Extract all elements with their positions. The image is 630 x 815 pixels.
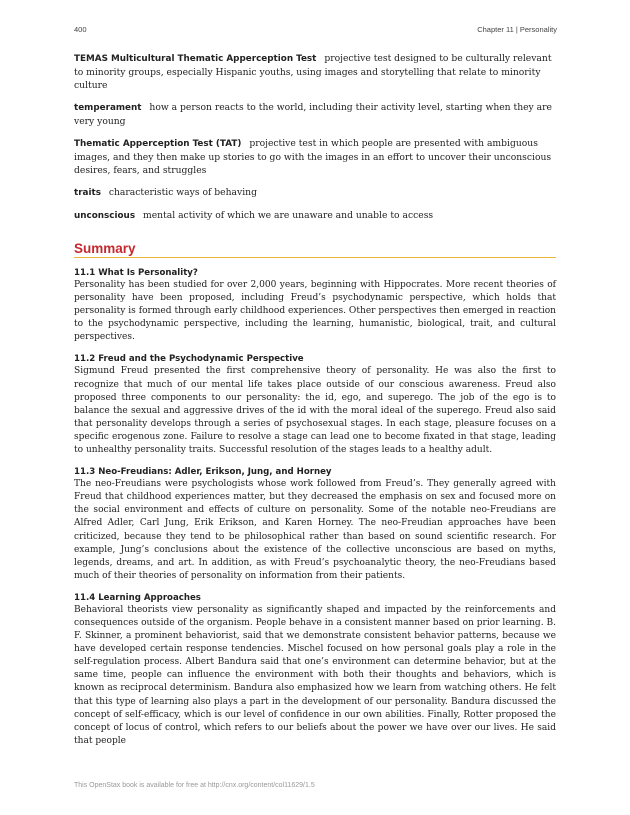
section-text: Sigmund Freud presented the first comprehensive theory of personality. He was also the first to recognize that much of our mental life takes place outside of our conscious awareness. Freud also proposed three components to our personality: the id, ego, and superego. The job of the ego is to balance the sexual and aggressive drives of the id with the moral ideal of the superego. Freud also said that personality develops through a series of psychosexual stages. In each stage, pleasure focuses on a specific erogenous zone. Failure to resolve a stage can lead one to become fixated in that stage, leading to unhealthy personality traits. Successful resolution of the stages leads to a healthy adult.	[74, 366, 556, 456]
glossary-term: Thematic Apperception Test (TAT)	[74, 139, 242, 149]
glossary-entry	[74, 101, 556, 128]
summary-section	[74, 353, 556, 457]
section-text: Personality has been studied for over 2,000 years, beginning with Hippocrates. More recent theories of personality have been proposed, including Freud’s psychodynamic perspective, which holds that personality is formed through early childhood experiences. Other perspectives then emerged in reaction to the psychodynamic perspective, including the learning, humanistic, biological, trait, and cultural perspectives.	[74, 280, 556, 343]
section-heading: 11.1 What Is Personality?	[74, 268, 198, 278]
glossary-definition: how a person reacts to the world, including their activity level, starting when they are very young	[74, 102, 552, 127]
glossary-definition: characteristic ways of behaving	[108, 187, 257, 198]
glossary-entry	[74, 52, 556, 92]
glossary-definition: mental activity of which we are unaware and unable to access	[142, 210, 434, 221]
glossary-entry	[74, 186, 556, 200]
section-text: Behavioral theorists view personality as significantly shaped and impacted by the reinforcements and consequences outside of the organism. People behave in a consistent manner based on prior learning. B. F. Skinner, a prominent behaviorist, said that we demonstrate consistent behavior patterns, because we have developed certain response tendencies. Mischel focused on how personal goals play a role in the self-regulation process. Albert Bandura said that one’s environment can determine behavior, but at the same time, people can influence the environment with both their thoughts and behaviors, which is known as reciprocal determinism. Bandura also emphasized how we learn from watching others. He felt that this type of learning also plays a part in the development of our personality. Bandura discussed the concept of self-efficacy, which is our level of confidence in our own abilities. Finally, Rotter proposed the concept of locus of control, which refers to our beliefs about the power we have over our lives. He said that people	[74, 604, 556, 746]
glossary-term: traits	[74, 188, 101, 198]
glossary-entry	[74, 209, 556, 223]
page-number: 400	[74, 25, 87, 34]
section-text: The neo-Freudians were psychologists whose work followed from Freud’s. They generally agreed with Freud that childhood experiences matter, but they decreased the emphasis on sex and focused more on the social environment and effects of culture on personality. Some of the notable neo-Freudians are Alfred Adler, Carl Jung, Erik Erikson, and Karen Horney. The neo-Freudian approaches have been criticized, because they tend to be philosophical rather than based on sound scientific research. For example, Jung’s conclusions about the existence of the collective unconscious are based on myths, legends, dreams, and art. In addition, as with Freud’s psychoanalytic theory, the neo-Freudians based much of their theories of personality on information from their patients.	[74, 479, 556, 581]
chapter-header: Chapter 11 | Personality	[477, 25, 557, 34]
glossary-entry	[74, 137, 556, 177]
glossary-term: temperament	[74, 103, 142, 113]
glossary-list	[74, 52, 556, 223]
glossary-definition: projective test designed to be culturally relevant to minority groups, especially Hispanic youths, using images and storytelling that relate to minority culture	[74, 53, 552, 91]
glossary-definition: projective test in which people are presented with ambiguous images, and they then make up stories to go with the images in an effort to uncover their unconscious desires, fears, and struggles	[74, 138, 552, 176]
page-content	[74, 52, 556, 748]
glossary-term: TEMAS Multicultural Thematic Apperception Test	[74, 54, 317, 64]
page-footer: This OpenStax book is available for free at http://cnx.org/content/col11629/1.5	[74, 782, 315, 789]
summary-section	[74, 267, 556, 344]
summary-section	[74, 592, 556, 748]
summary-heading: Summary	[74, 241, 556, 258]
section-heading: 11.4 Learning Approaches	[74, 592, 201, 603]
section-heading: 11.3 Neo-Freudians: Adler, Erikson, Jung, and Horney	[74, 467, 332, 478]
section-heading: 11.2 Freud and the Psychodynamic Perspective	[74, 354, 304, 365]
summary-section	[74, 466, 556, 583]
glossary-term: unconscious	[74, 211, 136, 221]
